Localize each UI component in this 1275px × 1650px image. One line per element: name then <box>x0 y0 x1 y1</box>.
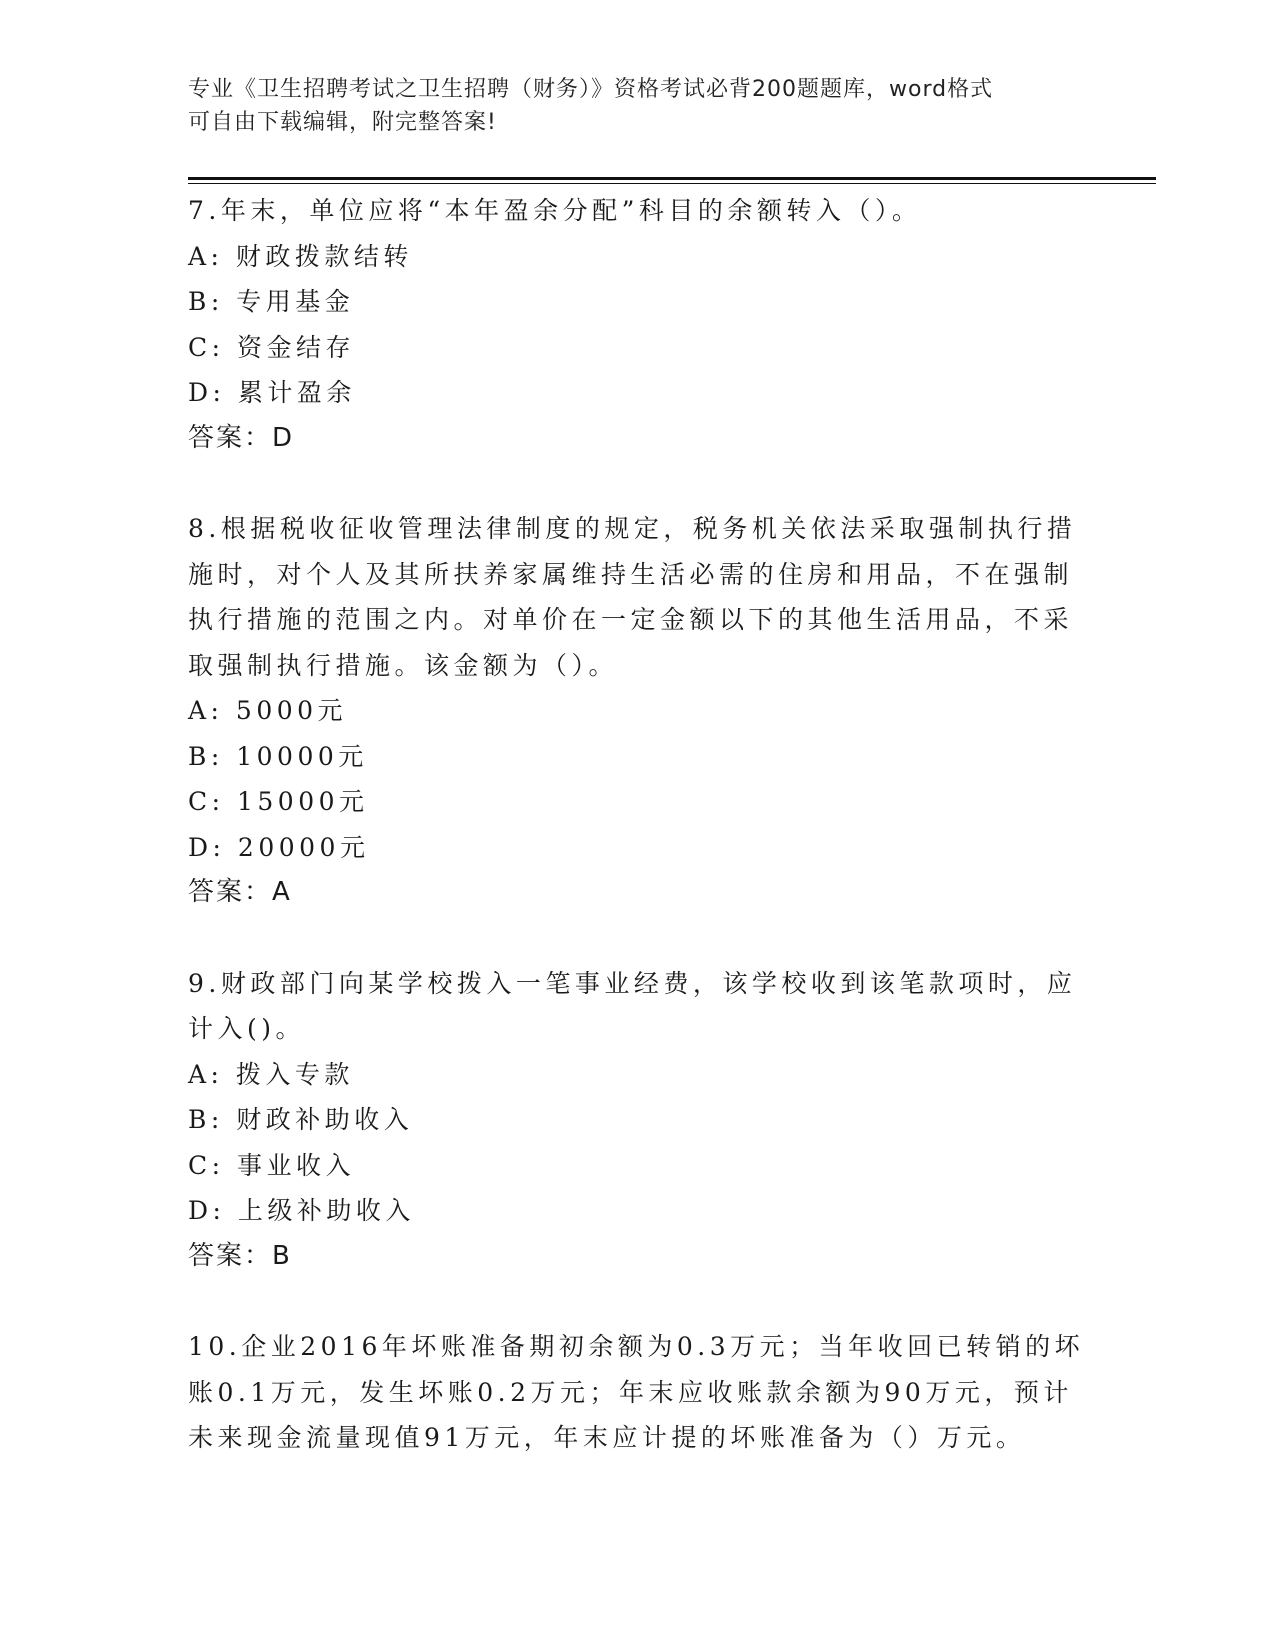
question-7 <box>188 188 1088 461</box>
question-10 <box>188 1324 1088 1461</box>
answer-line: 答案：A <box>188 877 292 907</box>
header-line-2: 可自由下载编辑，附完整答案! <box>188 110 497 135</box>
option-d: D: 上级补助收入 <box>188 1196 415 1225</box>
question-stem: 8.根据税收征收管理法律制度的规定，税务机关依法采取强制执行措施时，对个人及其所扶养家属维持生活必需的住房和用品，不在强制执行措施的范围之内。对单价在一定金额以下的其他生活用品，不采取强制执行措施。该金额为（）。 <box>188 514 1077 680</box>
answer-line: 答案：B <box>188 1240 292 1271</box>
header-line-1: 专业《卫生招聘考试之卫生招聘（财务）》资格考试必背200题题库，word格式 <box>188 77 994 102</box>
question-8 <box>188 506 1088 916</box>
option-c: C: 事业收入 <box>188 1150 355 1180</box>
question-9 <box>188 961 1088 1280</box>
option-d: D: 累计盈余 <box>188 378 356 407</box>
question-stem: 9.财政部门向某学校拨入一笔事业经费，该学校收到该笔款项时，应计入()。 <box>188 968 1077 1043</box>
option-a: A: 财政拨款结转 <box>188 241 413 271</box>
option-b: B: 10000元 <box>188 741 368 771</box>
question-list <box>188 188 1088 1506</box>
question-stem: 10.企业2016年坏账准备期初余额为0.3万元；当年收回已转销的坏账0.1万元，发生坏账0.2万元；年末应收账款余额为90万元，预计未来现金流量现值91万元，年末应计提的坏账准备为（）万元。 <box>188 1332 1085 1452</box>
header-divider-thick <box>188 177 1156 180</box>
answer-line: 答案：D <box>188 422 295 453</box>
document-header <box>188 73 1068 139</box>
option-a: A: 5000元 <box>188 696 348 725</box>
option-c: C: 15000元 <box>188 787 369 816</box>
option-c: C: 资金结存 <box>188 332 355 362</box>
header-divider-thin <box>188 183 1156 184</box>
option-d: D: 20000元 <box>188 832 370 862</box>
option-a: A: 拨入专款 <box>188 1059 354 1089</box>
option-b: B: 财政补助收入 <box>188 1105 414 1134</box>
option-b: B: 专用基金 <box>188 287 355 316</box>
question-stem: 7.年末，单位应将“本年盈余分配”科目的余额转入（）。 <box>188 196 922 225</box>
